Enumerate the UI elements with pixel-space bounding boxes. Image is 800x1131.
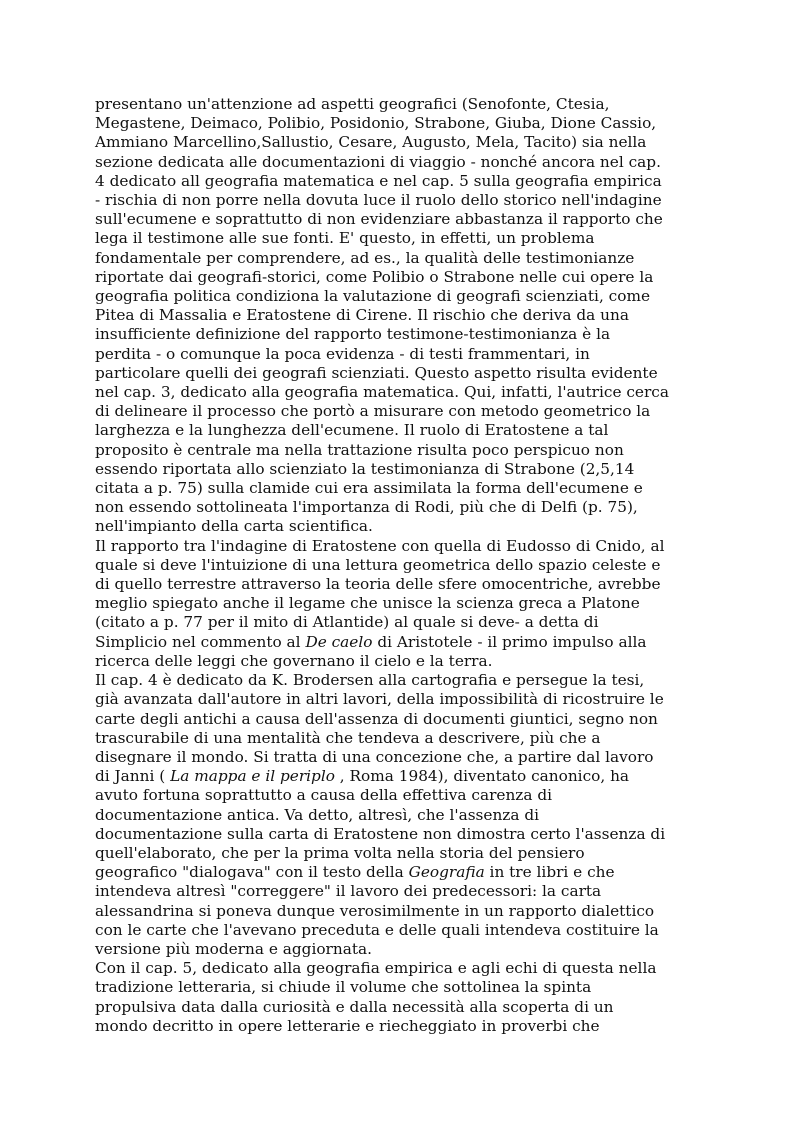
text-line: di delineare il processo che portò a misurare con metodo geometrico la <box>95 402 651 421</box>
text-line: insufficiente definizione del rapporto testimone-testimonianza è la <box>95 325 611 344</box>
text-line: particolare quelli dei geografi scienziati. Questo aspetto risulta evidente <box>95 363 658 382</box>
text-line: presentano un'attenzione ad aspetti geografici (Senofonte, Ctesia, <box>95 95 610 113</box>
text-line: tradizione letteraria, si chiude il volume che sottolinea la spinta <box>95 978 592 997</box>
text-line: trascurabile di una mentalità che tendeva a descrivere, più che a <box>95 728 601 747</box>
text-line <box>95 863 715 882</box>
text-line: già avanzata dall'autore in altri lavori, della impossibilità di ricostruire le <box>95 690 664 709</box>
text-line: avuto fortuna soprattutto a causa della effettiva carenza di <box>95 786 553 805</box>
text-line: Il rapporto tra l'indagine di Eratostene con quella di Eudosso di Cnido, al <box>95 536 665 555</box>
text-line: riportate dai geografi-storici, come Polibio o Strabone nelle cui opere la <box>95 267 654 286</box>
text-line: Pitea di Massalia e Eratostene di Cirene. Il rischio che deriva da una <box>95 306 629 325</box>
text-line: (citato a p. 77 per il mito di Atlantide) al quale si deve- a detta di <box>95 613 599 632</box>
text-line: non essendo sottolineata l'importanza di Rodi, più che di Delfi (p. 75), <box>95 498 638 517</box>
text-run: di Aristotele - il primo impulso alla <box>372 632 647 651</box>
text-line <box>95 767 715 786</box>
text-line: intendeva altresì "correggere" il lavoro dei predecessori: la carta <box>95 882 602 901</box>
text-run: Simplicio nel commento al <box>95 632 306 651</box>
document-page <box>95 95 715 1036</box>
paragraph-2 <box>95 537 715 671</box>
italic-title: De caelo <box>305 632 373 651</box>
text-run: geografico "dialogava" con il testo della <box>95 863 409 882</box>
text-line: nell'impianto della carta scientifica. <box>95 517 373 536</box>
text-line: documentazione sulla carta di Eratostene non dimostra certo l'assenza di <box>95 824 666 843</box>
text-line: alessandrina si poneva dunque verosimilmente in un rapporto dialettico <box>95 901 655 920</box>
paragraph-1 <box>95 95 715 537</box>
text-line: meglio spiegato anche il legame che unisce la scienza greca a Platone <box>95 594 640 613</box>
text-run: di Janni ( <box>95 767 171 786</box>
text-line: versione più moderna e aggiornata. <box>95 939 372 958</box>
text-line: Ammiano Marcellino,Sallustio, Cesare, Augusto, Mela, Tacito) sia nella <box>95 133 647 152</box>
text-line: geografia politica condiziona la valutazione di geografi scienziati, come <box>95 287 650 306</box>
text-line: Il cap. 4 è dedicato da K. Brodersen alla cartografia e persegue la tesi, <box>95 671 645 690</box>
text-line: disegnare il mondo. Si tratta di una concezione che, a partire dal lavoro <box>95 747 654 766</box>
text-line: lega il testimone alle sue fonti. E' questo, in effetti, un problema <box>95 229 595 248</box>
text-line: quell'elaborato, che per la prima volta nella storia del pensiero <box>95 843 585 862</box>
text-line: sull'ecumene e soprattutto di non evidenziare abbastanza il rapporto che <box>95 210 663 229</box>
text-line: sezione dedicata alle documentazioni di viaggio - nonché ancora nel cap. <box>95 152 661 171</box>
text-line: mondo decritto in opere letterarie e riecheggiato in proverbi che <box>95 1016 600 1035</box>
text-line: proposito è centrale ma nella trattazione risulta poco perspicuo non <box>95 440 624 459</box>
text-line: - rischia di non porre nella dovuta luce il ruolo dello storico nell'indagine <box>95 191 662 210</box>
text-line: propulsiva data dalla curiosità e dalla necessità alla scoperta di un <box>95 997 614 1016</box>
text-line: nel cap. 3, dedicato alla geografia matematica. Qui, infatti, l'autrice cerca <box>95 383 669 402</box>
text-line: larghezza e la lunghezza dell'ecumene. Il ruolo di Eratostene a tal <box>95 421 609 440</box>
text-run: , Roma 1984), diventato canonico, ha <box>334 767 630 786</box>
text-line: con le carte che l'avevano preceduta e delle quali intendeva costituire la <box>95 920 659 939</box>
text-line: carte degli antichi a causa dell'assenza di documenti giuntici, segno non <box>95 709 658 728</box>
italic-title: Geografia <box>408 863 485 882</box>
text-line: essendo riportata allo scienziato la testimonianza di Strabone (2,5,14 <box>95 459 635 478</box>
text-line: Con il cap. 5, dedicato alla geografia empirica e agli echi di questa nella <box>95 959 657 978</box>
text-line: Megastene, Deimaco, Polibio, Posidonio, Strabone, Giuba, Dione Cassio, <box>95 114 657 133</box>
text-line: fondamentale per comprendere, ad es., la qualità delle testimonianze <box>95 248 635 267</box>
text-line: ricerca delle leggi che governano il cielo e la terra. <box>95 651 493 670</box>
paragraph-4 <box>95 959 715 1036</box>
text-line: citata a p. 75) sulla clamide cui era assimilata la forma dell'ecumene e <box>95 479 643 498</box>
paragraph-3 <box>95 671 715 959</box>
text-line: di quello terrestre attraverso la teoria delle sfere omocentriche, avrebbe <box>95 575 661 594</box>
text-line: perdita - o comunque la poca evidenza - di testi frammentari, in <box>95 344 590 363</box>
text-line <box>95 633 715 652</box>
text-line: 4 dedicato all geografia matematica e nel cap. 5 sulla geografia empirica <box>95 171 662 190</box>
text-run: in tre libri e che <box>484 863 615 882</box>
text-line: documentazione antica. Va detto, altresì, che l'assenza di <box>95 805 540 824</box>
italic-title: La mappa e il periplo <box>170 767 335 786</box>
text-line: quale si deve l'intuizione di una lettura geometrica dello spazio celeste e <box>95 555 661 574</box>
